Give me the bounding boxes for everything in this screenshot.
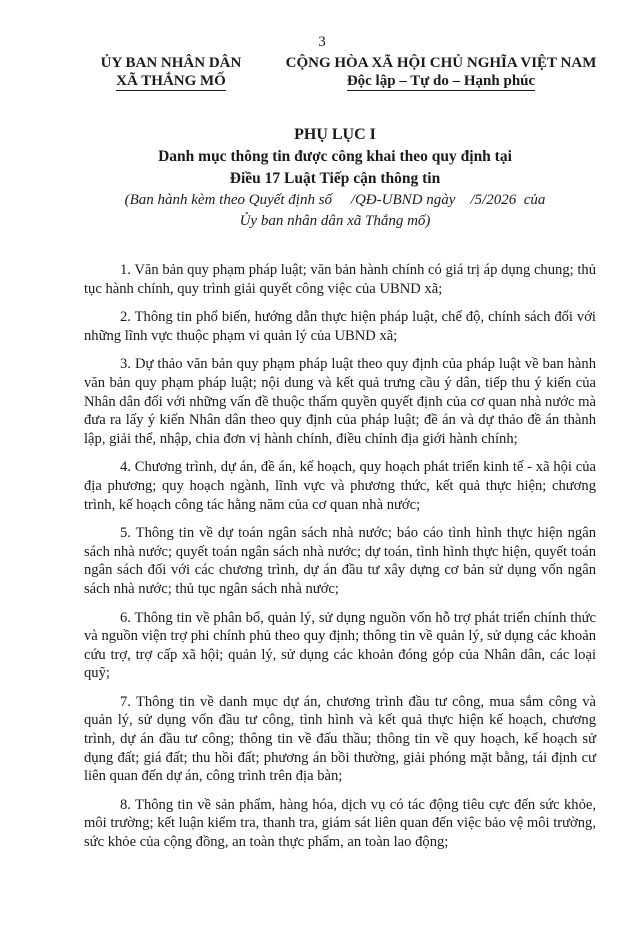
list-item: 1. Văn bản quy phạm pháp luật; văn bản hành chính có giá trị áp dụng chung; thủ tục hành chính, quy trình giải quyết công việc của UBND xã; [84, 262, 596, 297]
page-number: 3 [318, 34, 326, 50]
title-block [100, 124, 570, 232]
appendix-subtitle-2: Điều 17 Luật Tiếp cận thông tin [229, 170, 441, 187]
list-item: 2. Thông tin phổ biến, hướng dẫn thực hiện pháp luật, chế độ, chính sách đối với những lĩnh vực thuộc phạm vi quản lý của UBND xã; [84, 309, 596, 344]
list-item: 8. Thông tin về sản phẩm, hàng hóa, dịch vụ có tác động tiêu cực đến sức khỏe, môi trường; kết luận kiểm tra, thanh tra, giám sát liên quan đến việc bảo vệ môi trường, sức khỏe của cộng đồng, an toàn thực phẩm, an toàn lao động; [84, 796, 596, 851]
appendix-title: PHỤ LỤC I [294, 126, 376, 143]
agency-line-2: XÃ THẮNG MỐ [116, 73, 226, 89]
list-item: 7. Thông tin về danh mục dự án, chương trình đầu tư công, mua sắm công và quản lý, sử dụng vốn đầu tư công, tình hình và kết quả thực hiện kế hoạch, chương trình, dự án đầu tư công; thông tin về đấu thầu; thông tin về quy hoạch, kế hoạch sử dụng đất; giá đất; thu hồi đất; phương án bồi thường, giải phóng mặt bằng, tái định cư liên quan đến dự án, công trình trên địa bàn; [84, 693, 596, 785]
list-item: 4. Chương trình, dự án, đề án, kế hoạch, quy hoạch phát triển kinh tế - xã hội của địa phương; quy hoạch ngành, lĩnh vực và phương thức, kết quả thực hiện; chương trình, kế hoạch công tác hằng năm của cơ quan nhà nước; [84, 459, 596, 513]
list-item: 6. Thông tin về phân bổ, quản lý, sử dụng nguồn vốn hỗ trợ phát triển chính thức và nguồn viện trợ phi chính phủ theo quy định; thông tin về quản lý, sử dụng các khoản cứu trợ, trợ cấp xã hội; quản lý, sử dụng các khoản đóng góp của Nhân dân, các loại quỹ; [84, 609, 596, 682]
list-item: 5. Thông tin về dự toán ngân sách nhà nước; báo cáo tình hình thực hiện ngân sách nhà nước; quyết toán ngân sách nhà nước; dự toán, tình hình thực hiện, quyết toán ngân sách đối với các chương trình, dự án đầu tư xây dựng cơ bản sử dụng vốn ngân sách nhà nước; thủ tục ngân sách nhà nước; [84, 525, 596, 597]
list-item: 3. Dự thảo văn bản quy phạm pháp luật theo quy định của pháp luật về ban hành văn bản quy phạm pháp luật; nội dung và kết quả trưng cầu ý dân, tiếp thu ý kiến của Nhân dân đối với những vấn đề thuộc thẩm quyền quyết định của cơ quan nhà nước mà đưa ra lấy ý kiến Nhân dân theo quy định của pháp luật; đề án và dự thảo đề án thành lập, giải thể, nhập, chia đơn vị hành chính, điều chỉnh địa giới hành chính; [84, 356, 596, 447]
national-motto [282, 54, 600, 91]
motto: Độc lập – Tự do – Hạnh phúc [346, 73, 536, 89]
issuance-note-2: Ủy ban nhân dân xã Thắng mố) [239, 213, 431, 229]
issuance-note-1: (Ban hành kèm theo Quyết định số /QĐ-UBND ngày /5/2026 của [124, 192, 546, 208]
appendix-subtitle-1: Danh mục thông tin được công khai theo quy định tại [158, 148, 512, 165]
item-list [84, 261, 596, 862]
agency-line-1: ỦY BAN NHÂN DÂN [100, 55, 242, 71]
issuing-agency [96, 54, 246, 91]
country-name: CỘNG HÒA XÃ HỘI CHỦ NGHĨA VIỆT NAM [285, 55, 597, 71]
